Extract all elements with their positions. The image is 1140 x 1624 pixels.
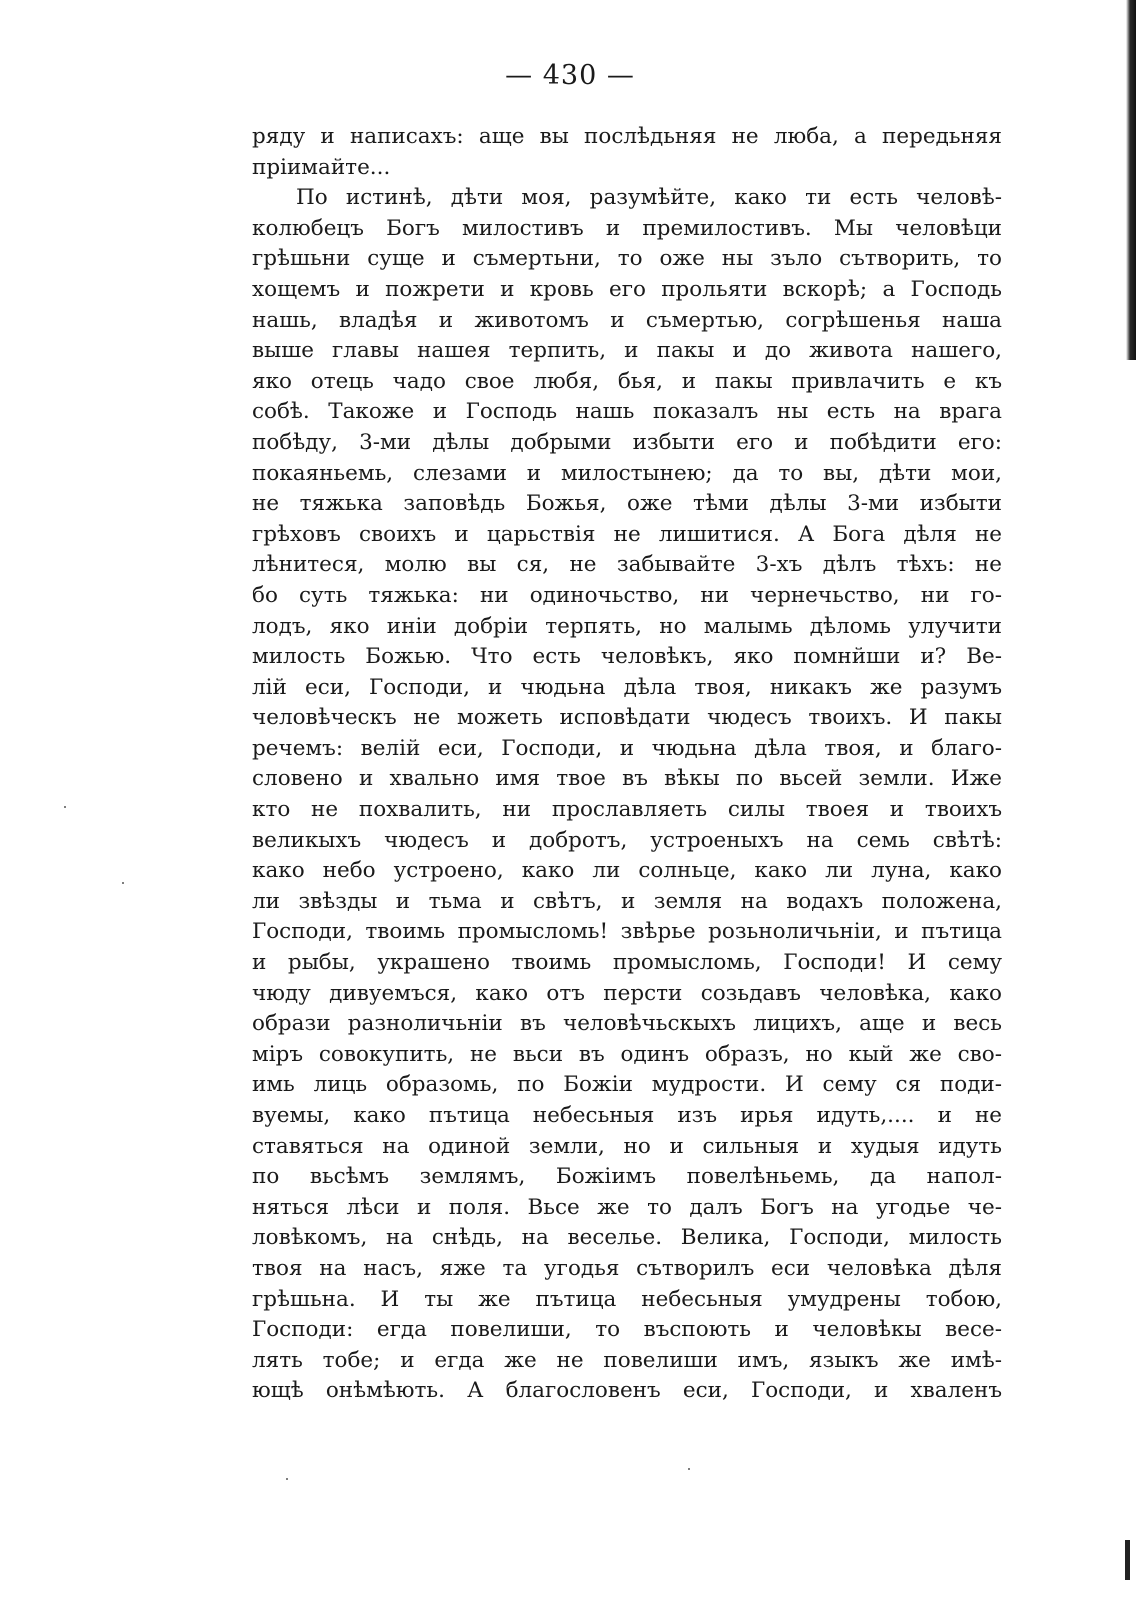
text-line: чюду дивуемъся, како отъ персти созьдавъ человѣка, како	[252, 980, 1002, 1006]
text-line: ли звѣзды и тьма и свѣтъ, и земля на водахъ положена,	[252, 888, 1002, 914]
text-line: прiимайте...	[252, 154, 391, 180]
text-line: образи разноличьнiи въ человѣчьскыхъ лицихъ, аще и весь	[252, 1011, 1002, 1037]
scan-edge-top	[1126, 0, 1136, 360]
text-line: лять тобе; и егда же не повелиши имъ, языкъ же имѣ-	[252, 1347, 1002, 1373]
text-line: бо суть тяжька: ни одиночьство, ни чернечьство, ни го-	[252, 582, 1002, 608]
text-line: грѣшьни суще и съмертьни, то оже ны зъло сътворить, то	[252, 246, 1002, 272]
scan-speck	[286, 1478, 288, 1480]
text-line: мiръ совокупить, не вьси въ одинъ образъ, но кый же сво-	[252, 1041, 1002, 1067]
text-line: человѣческъ не можеть исповѣдати чюдесъ твоихъ. И пакы	[252, 705, 1002, 731]
text-line: словено и хвально имя твое въ вѣкы по вьсей земли. Иже	[252, 766, 1002, 792]
text-line: не тяжька заповѣдь Божья, оже тѣми дѣлы 3-ми избыти	[252, 491, 1002, 517]
text-line: грѣшьна. И ты же пътица небесьныя умудрены тобою,	[252, 1286, 1002, 1312]
scan-edge-bottom	[1125, 1540, 1130, 1580]
text-line: яко отець чадо свое любя, бья, и пакы привлачить е къ	[252, 368, 1002, 394]
text-line: ставяться на одиной земли, но и сильныя и худыя идуть	[252, 1133, 1002, 1159]
scan-speck	[122, 882, 124, 884]
text-line: покаяньемь, слезами и милостынею; да то вы, дѣти мои,	[252, 460, 1002, 486]
text-line: вуемы, како пътица небесьныя изъ ирья идуть,.... и не	[252, 1103, 1002, 1128]
text-line: твоя на насъ, яже та угодья сътворилъ еси человѣка дѣля	[252, 1255, 1002, 1281]
text-line: лодъ, яко инiи добрiи терпять, но малымь дѣломь улучити	[252, 613, 1002, 639]
text-line: кто не похвалить, ни прославляеть силы твоея и твоихъ	[252, 797, 1002, 823]
text-line: ловѣкомъ, на снѣдь, на веселье. Велика, Господи, милость	[252, 1225, 1002, 1251]
text-line: По истинѣ, дѣти моя, разумѣйте, како ти есть человѣ-	[296, 185, 1002, 211]
text-line: лiй еси, Господи, и чюдьна дѣла твоя, никакъ же разумъ	[252, 674, 1002, 700]
text-line: имь лиць образомь, по Божiи мудрости. И сему ся поди-	[252, 1072, 1002, 1098]
body-text	[252, 122, 1002, 1407]
text-line: по вьсѣмъ землямъ, Божiимъ повелѣньемь, да напол-	[252, 1164, 1002, 1190]
text-line: нашь, владѣя и животомъ и съмертью, согрѣшенья наша	[252, 307, 1002, 333]
text-line: няться лѣси и поля. Вьсе же то далъ Богъ на угодье че-	[252, 1194, 1002, 1220]
text-line: хощемъ и пожрети и кровь его прольяти вскорѣ; а Господь	[252, 276, 1002, 302]
text-line: лѣнитеся, молю вы ся, не забывайте 3-хъ дѣлъ тѣхъ: не	[252, 552, 1002, 578]
text-line: ющѣ онѣмѣють. А благословенъ еси, Господи, и хваленъ	[252, 1378, 1002, 1404]
text-line: выше главы нашея терпить, и пакы и до живота нашего,	[252, 338, 1002, 364]
text-line: Господи: егда повелиши, то въспоють и человѣкы весе-	[252, 1317, 1002, 1343]
text-line: грѣховъ своихъ и царьствiя не лишитися. А Бога дѣля не	[252, 521, 1002, 547]
text-line: ряду и написахъ: аще вы послѣдьняя не люба, а передьняя	[252, 124, 1002, 149]
text-line: собѣ. Такоже и Господь нашь показалъ ны есть на врага	[252, 399, 1002, 425]
text-line: и рыбы, украшено твоимь промысломь, Господи! И сему	[252, 950, 1002, 976]
text-line: побѣду, 3-ми дѣлы добрыми избыти его и побѣдити его:	[252, 429, 1002, 455]
page-number: — 430 —	[505, 60, 635, 91]
scan-speck	[64, 806, 66, 808]
scan-speck	[688, 1468, 690, 1470]
text-line: Господи, твоимь промысломь! звѣрье розьноличьнiи, и пътица	[252, 919, 1002, 945]
text-line: милость Божью. Что есть человѣкъ, яко помнйши и? Ве-	[252, 644, 1002, 670]
text-line: великыхъ чюдесъ и добротъ, устроеныхъ на семь свѣтѣ:	[252, 827, 1002, 853]
text-line: речемъ: велiй еси, Господи, и чюдьна дѣла твоя, и благо-	[252, 735, 1002, 761]
text-line: како небо устроено, како ли солньце, како ли луна, како	[252, 858, 1002, 884]
text-line: колюбецъ Богъ милостивъ и премилостивъ. Мы человѣци	[252, 215, 1002, 241]
